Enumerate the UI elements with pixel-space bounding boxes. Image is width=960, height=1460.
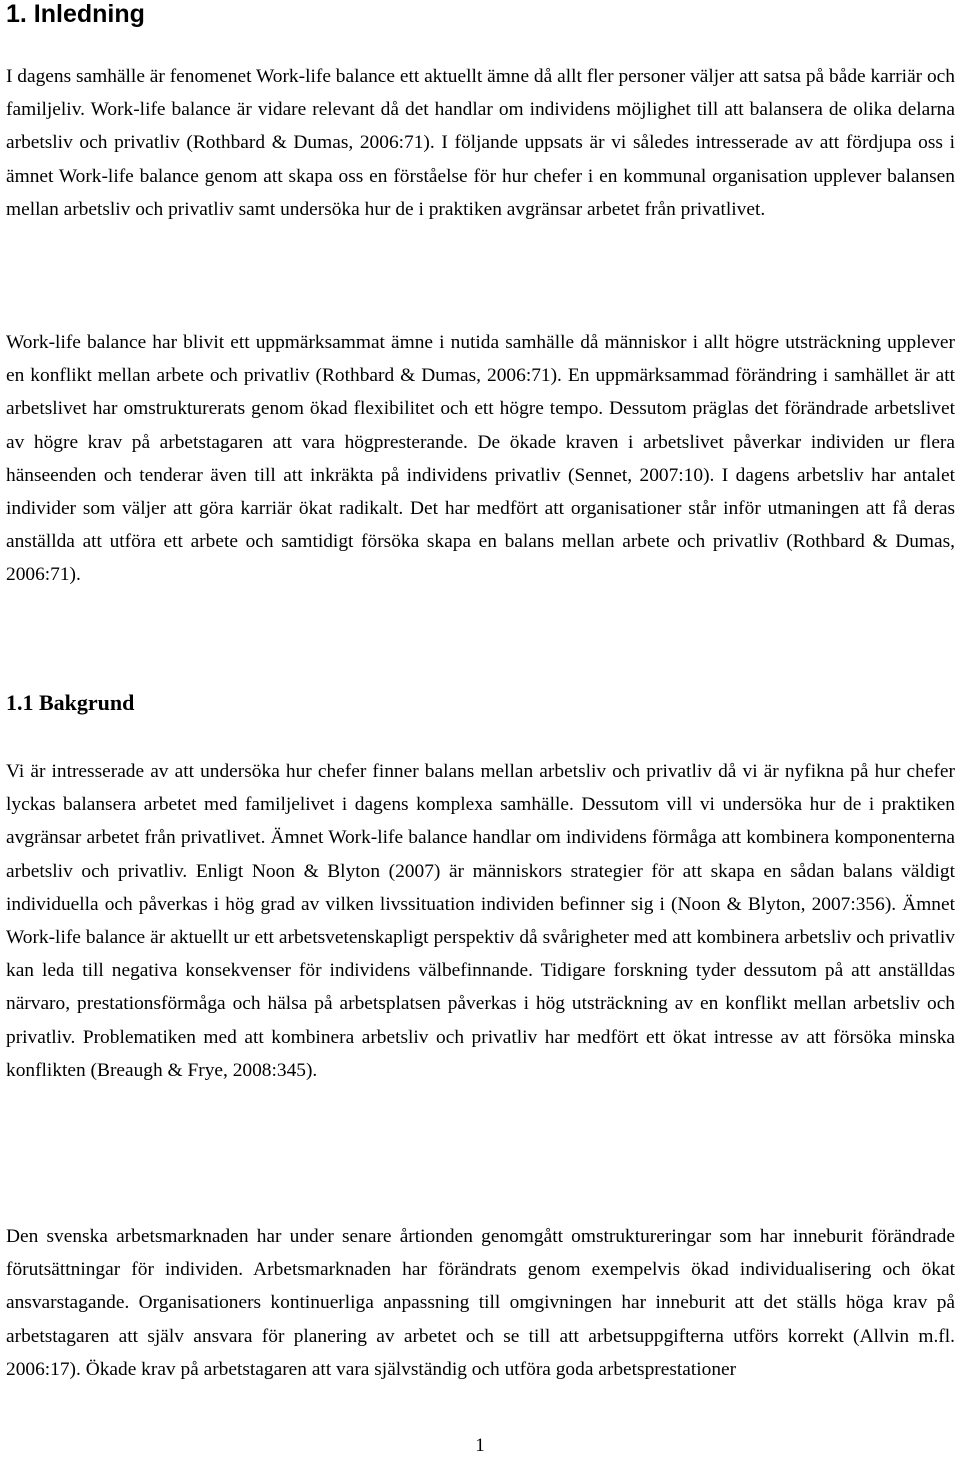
section-heading-inledning: 1. Inledning — [6, 0, 145, 28]
page-number: 1 — [475, 1435, 485, 1456]
paragraph-3: Vi är intresserade av att undersöka hur chefer finner balans mellan arbetsliv och privatliv då vi är nyfikna på hur chefer lyckas balansera arbetet med familjelivet i dagens komplexa samhälle. Dessutom vill vi undersöka hur de i praktiken avgränsar arbetet från privatlivet. Ämnet Work-life balance handlar om individens förmåga att kombinera komponenterna arbetsliv och privatliv. Enligt Noon & Blyton (2007) är människors strategier för att skapa en sådan balans väldigt individuella och påverkas i hög grad av vilken livssituation individen befinner sig i (Noon & Blyton, 2007:356). Ämnet Work-life balance är aktuellt ur ett arbetsvetenskapligt perspektiv då svårigheter med att kombinera arbetsliv och privatliv kan leda till negativa konsekvenser för individens välbefinnande. Tidigare forskning tyder dessutom på att anställdas närvaro, prestationsförmåga och hälsa på arbetsplatsen påverkas i hög utsträckning av en konflikt mellan arbetsliv och privatliv. Problematiken med att kombinera arbetsliv och privatliv har medfört ett ökat intresse av att försöka minska konflikten (Breaugh & Frye, 2008:345). — [6, 761, 955, 1081]
paragraph-1: I dagens samhälle är fenomenet Work-life balance ett aktuellt ämne då allt fler personer väljer att satsa på både karriär och familjeliv. Work-life balance är vidare relevant då det handlar om individens möjlighet till att balansera de olika delarna arbetsliv och privatliv (Rothbard & Dumas, 2006:71). I följande uppsats är vi således intresserade av att fördjupa oss i ämnet Work-life balance genom att skapa oss en förståelse för hur chefer i en kommunal organisation upplever balansen mellan arbetsliv och privatliv samt undersöka hur de i praktiken avgränsar arbetet från privatlivet. — [6, 66, 955, 220]
paragraph-4: Den svenska arbetsmarknaden har under senare årtionden genomgått omstruktureringar som har inneburit förändrade förutsättningar för individen. Arbetsmarknaden har förändrats genom exempelvis ökad individualisering och ökat ansvarstagande. Organisationers kontinuerliga anpassning till omgivningen har inneburit att det ställs höga krav på arbetstagaren att själv ansvara för planering av arbetet och se till att arbetsuppgifterna utförs korrekt (Allvin m.fl. 2006:17). Ökade krav på arbetstagaren att vara självständig och utföra goda arbetsprestationer — [6, 1226, 955, 1380]
subsection-heading-bakgrund: 1.1 Bakgrund — [6, 690, 135, 715]
paragraph-2: Work-life balance har blivit ett uppmärksammat ämne i nutida samhälle då människor i allt högre utsträckning upplever en konflikt mellan arbete och privatliv (Rothbard & Dumas, 2006:71). En uppmärksammad förändring i samhället är att arbetslivet har omstrukturerats genom ökad flexibilitet och ett högre tempo. Dessutom präglas det förändrade arbetslivet av högre krav på arbetstagaren att vara högpresterande. De ökade kraven i arbetslivet påverkar individen ur flera hänseenden och tenderar även till att inkräkta på individens privatliv (Sennet, 2007:10). I dagens arbetsliv har antalet individer som väljer att göra karriär ökat radikalt. Det har medfört att organisationer står inför utmaningen att få deras anställda att utföra ett arbete och samtidigt försöka skapa en balans mellan arbete och privatliv (Rothbard & Dumas, 2006:71). — [6, 332, 955, 586]
